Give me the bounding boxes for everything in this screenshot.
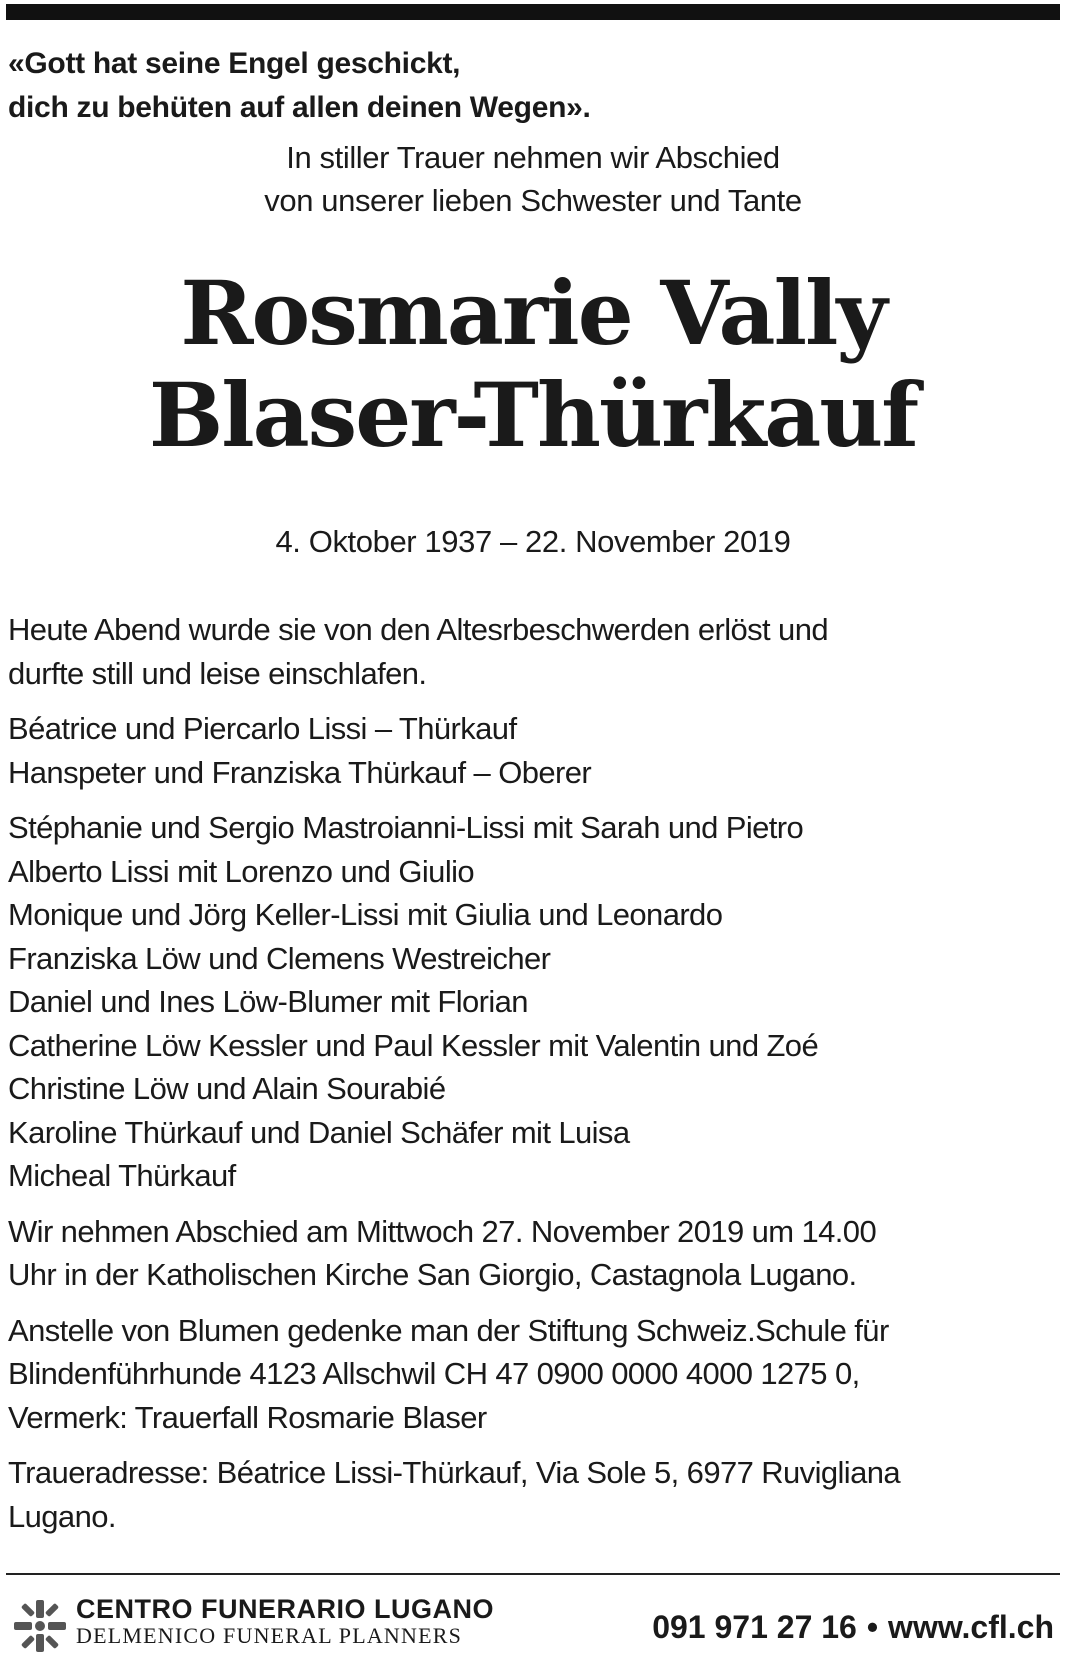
mourner-line: Micheal Thürkauf xyxy=(8,1158,236,1193)
paragraph-family-extended xyxy=(8,806,1058,1198)
text-line: Traueradresse: Béatrice Lissi-Thürkauf, Via Sole 5, 6977 Ruvigliana xyxy=(8,1455,901,1490)
mourner-line: Alberto Lissi mit Lorenzo und Giulio xyxy=(8,853,475,889)
text-line: Anstelle von Blumen gedenke man der Stiftung Schweiz.Schule für xyxy=(8,1312,889,1348)
mourner-line: Béatrice und Piercarlo Lissi – Thürkauf xyxy=(8,711,517,746)
paragraph-family-close xyxy=(8,707,1058,794)
phone-number[interactable]: 091 971 27 16 xyxy=(652,1609,857,1645)
mourner-line: Daniel und Ines Löw-Blumer mit Florian xyxy=(8,984,528,1019)
paragraph-service xyxy=(8,1210,1058,1297)
motto-line: dich zu behüten auf allen deinen Wegen». xyxy=(8,91,591,124)
life-dates: 4. Oktober 1937 – 22. November 2019 xyxy=(275,524,791,559)
mourner-line: Monique und Jörg Keller-Lissi mit Giulia und Leonardo xyxy=(8,897,723,932)
mourner-line: Christine Löw und Alain Sourabié xyxy=(8,1071,446,1106)
bottom-divider xyxy=(6,1573,1060,1575)
contact-info xyxy=(652,1608,1054,1646)
paragraph-address xyxy=(8,1451,1058,1538)
funeral-home-logo-icon xyxy=(12,1598,68,1654)
mourner-line: Catherine Löw Kessler und Paul Kessler mit Valentin und Zoé xyxy=(8,1027,819,1063)
motto-quote xyxy=(8,42,591,130)
company-subtitle: DELMENICO FUNERAL PLANNERS xyxy=(76,1623,463,1648)
mourner-line: Stéphanie und Sergio Mastroianni-Lissi mit Sarah und Pietro xyxy=(8,810,804,845)
name-line-2: Blaser-Thürkauf xyxy=(148,363,918,467)
text-line: Blindenführhunde 4123 Allschwil CH 47 0900 0000 4000 1275 0, xyxy=(8,1356,860,1391)
text-line: durfte still und leise einschlafen. xyxy=(8,655,427,691)
intro-text xyxy=(0,136,1066,222)
mourner-line: Karoline Thürkauf und Daniel Schäfer mit Luisa xyxy=(8,1114,630,1150)
mourner-line: Hanspeter und Franziska Thürkauf – Oberer xyxy=(8,754,592,790)
motto-line: «Gott hat seine Engel geschickt, xyxy=(8,47,461,80)
separator-dot: • xyxy=(866,1609,879,1645)
company-block xyxy=(76,1594,494,1648)
deceased-name xyxy=(0,262,1066,466)
paragraph-donation xyxy=(8,1309,1058,1440)
top-divider xyxy=(6,4,1060,20)
text-line: Uhr in der Katholischen Kirche San Giorgio, Castagnola Lugano. xyxy=(8,1257,857,1292)
announcement-body xyxy=(8,608,1058,1550)
paragraph-message xyxy=(8,608,1058,695)
company-name: CENTRO FUNERARIO LUGANO xyxy=(76,1594,494,1624)
text-line: Heute Abend wurde sie von den Altesrbeschwerden erlöst und xyxy=(8,612,828,647)
intro-line: In stiller Trauer nehmen wir Abschied xyxy=(286,140,780,175)
mourner-line: Franziska Löw und Clemens Westreicher xyxy=(8,940,551,976)
footer-banner xyxy=(6,1594,1060,1654)
text-line: Lugano. xyxy=(8,1498,116,1534)
text-line: Vermerk: Trauerfall Rosmarie Blaser xyxy=(8,1399,487,1435)
website-link[interactable]: www.cfl.ch xyxy=(888,1609,1054,1645)
text-line: Wir nehmen Abschied am Mittwoch 27. November 2019 um 14.00 xyxy=(8,1213,877,1249)
name-line-1: Rosmarie Vally xyxy=(180,261,886,365)
intro-line: von unserer lieben Schwester und Tante xyxy=(264,183,802,218)
